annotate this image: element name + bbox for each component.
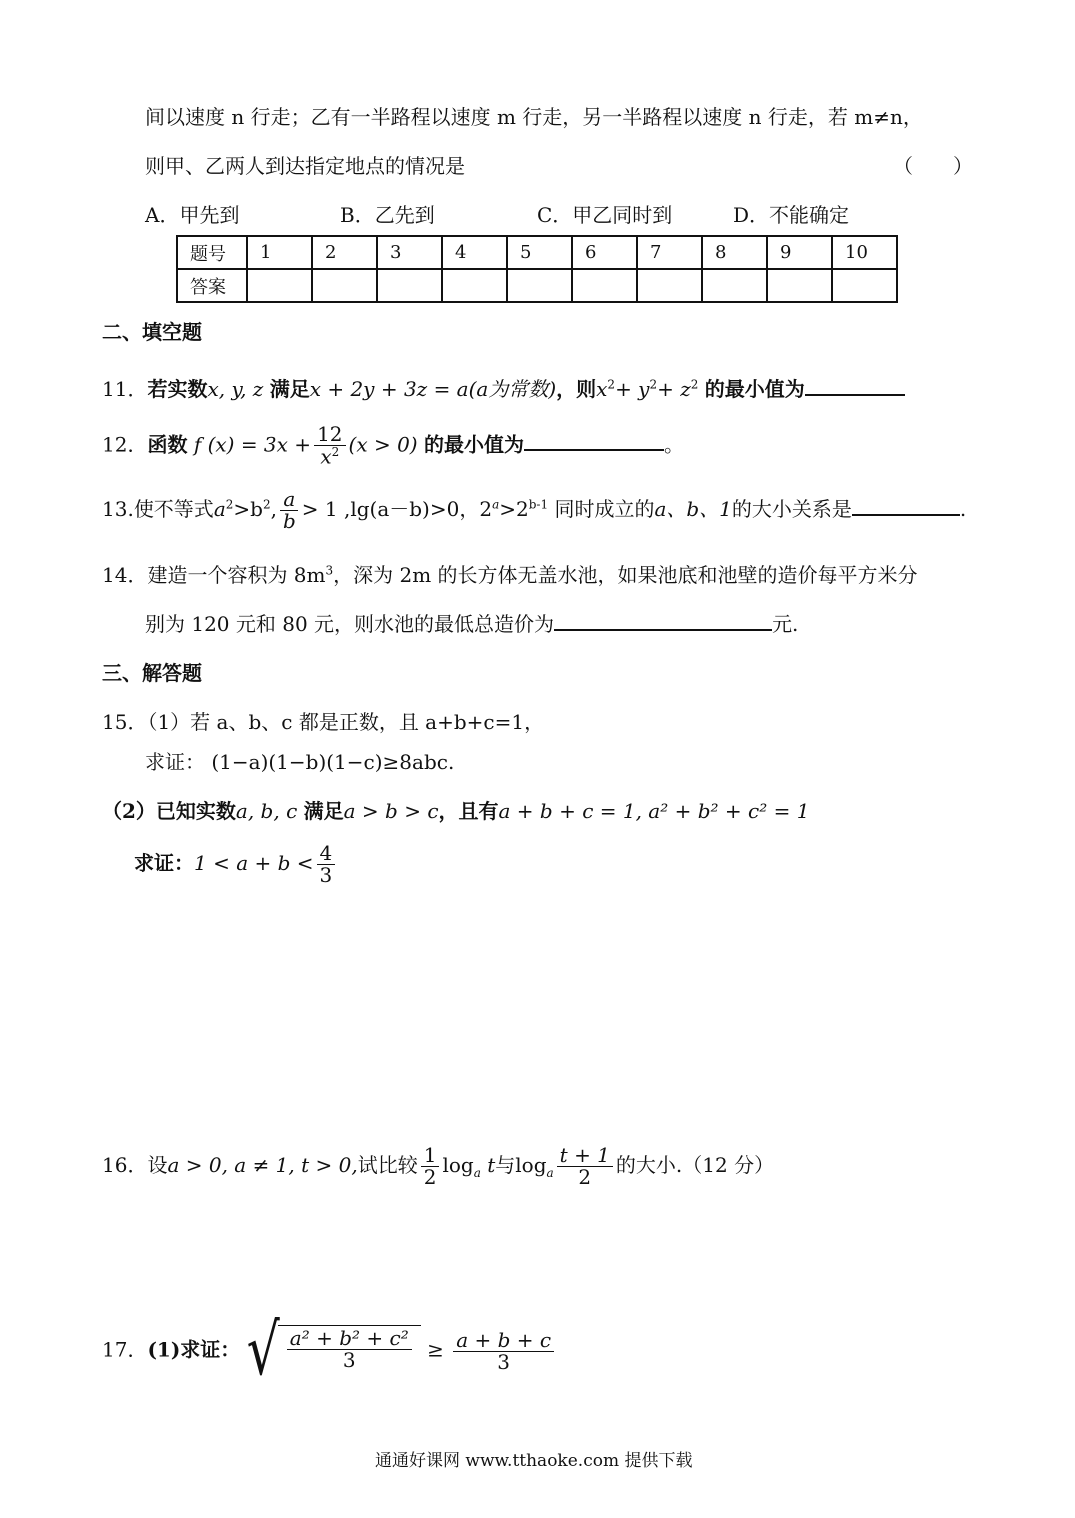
table-number: 6 — [572, 236, 637, 269]
question-15-part2: （2）已知实数a, b, c 满足a > b > c，且有a + b + c = 1, a² + b² + c² = 1 — [102, 799, 810, 823]
question-14-line1: 14．建造一个容积为 $8m^3$，深为 2m 的长方体无盖水池，如果池底和池壁的造价每平方米分 — [102, 563, 918, 587]
q17-rhs-fraction: $\frac{a + b + c}{3}$ — [453, 1330, 554, 1373]
q10-option-d: D．不能确定 — [733, 203, 850, 227]
q11-number: 11． — [102, 377, 148, 401]
section-fill-blank-heading: 二、填空题 — [102, 320, 202, 344]
q14-number: 14． — [102, 563, 148, 587]
answer-cell — [442, 269, 507, 302]
question-13: 13.使不等式$a^2>b^2$, $\frac{a}{b}$ > 1 ,lg(a－b)>0，$2^a>2^{b-1}$ 同时成立的a、b、1的大小关系是 . — [102, 487, 967, 533]
table-header-answer: 答案 — [177, 269, 247, 302]
q15-part2-prove: 求证：1 < a + b < $\frac{4}{3}$ — [134, 843, 338, 886]
q14-answer-blank[interactable] — [554, 629, 772, 631]
answer-cell — [507, 269, 572, 302]
q10-line1: 间以速度 n 行走；乙有一半路程以速度 m 行走，另一半路程以速度 n 行走，若 m≠n， — [145, 105, 923, 129]
q13-number: 13. — [102, 497, 134, 521]
table-number: 10 — [832, 236, 897, 269]
question-15-part1: 15．（1）若 a、b、c 都是正数，且 a+b+c=1， — [102, 710, 545, 734]
q15-part1-prove: 求证： (1−a)(1−b)(1−c)≥8abc. — [145, 750, 455, 774]
question-16: 16．设a > 0, a ≠ 1, t > 0,试比较 $\frac{1}{2}$ $\log_a t$与$\log_a$ $\frac{t + 1}{2}$ 的大小.（12 分） — [102, 1143, 775, 1189]
q15-fraction: $\frac{4}{3}$ — [317, 843, 336, 886]
q16-fraction: $\frac{t + 1}{2}$ — [557, 1145, 613, 1188]
answer-table — [176, 235, 898, 303]
table-number: 7 — [637, 236, 702, 269]
question-17: 17．(1)求证： √ $\frac{\text{a² + b² + c²}}{3}$ ≥ $\frac{a + b + c}{3}$ — [102, 1325, 557, 1377]
q11-answer-blank[interactable] — [805, 394, 905, 396]
answer-table-number-row — [177, 236, 897, 269]
q10-option-b: B．乙先到 — [340, 203, 435, 227]
table-header-number: 题号 — [177, 236, 247, 269]
q10-option-a: A．甲先到 — [145, 203, 240, 227]
answer-cell — [572, 269, 637, 302]
table-number: 4 — [442, 236, 507, 269]
q17-square-root: √ $\frac{\text{a² + b² + c²}}{3}$ — [247, 1325, 421, 1377]
table-number: 5 — [507, 236, 572, 269]
q16-half-fraction: $\frac{1}{2}$ — [421, 1145, 440, 1188]
table-number: 8 — [702, 236, 767, 269]
q13-answer-blank[interactable] — [852, 514, 960, 516]
q10-paren: （ ） — [893, 154, 973, 178]
table-number: 9 — [767, 236, 832, 269]
q12-answer-blank[interactable] — [524, 449, 664, 451]
q12-number: 12． — [102, 432, 148, 457]
answer-cell — [767, 269, 832, 302]
q13-fraction: $\frac{a}{b}$ — [280, 489, 299, 532]
page-footer: 通通好课网 www.tthaoke.com 提供下载 — [375, 1451, 693, 1471]
answer-cell — [702, 269, 767, 302]
table-number: 2 — [312, 236, 377, 269]
table-number: 3 — [377, 236, 442, 269]
q15-number: 15． — [102, 710, 148, 734]
q16-number: 16． — [102, 1153, 148, 1177]
q10-line2: 则甲、乙两人到达指定地点的情况是 — [145, 154, 465, 178]
question-14-line2: 别为 120 元和 80 元，则水池的最低总造价为 元. — [145, 612, 799, 636]
q12-fraction: $\frac{12}{x^2}$ — [314, 424, 345, 468]
answer-cell — [637, 269, 702, 302]
answer-cell — [832, 269, 897, 302]
question-12: 12．函数 f (x) = 3x + $\frac{12}{x^2}$ (x > 0) 的最小值为 。 — [102, 422, 684, 469]
radical-sign-icon: √ — [246, 1310, 280, 1392]
answer-cell — [312, 269, 377, 302]
q17-number: 17． — [102, 1337, 148, 1362]
q10-option-c: C．甲乙同时到 — [537, 203, 673, 227]
section-solve-heading: 三、解答题 — [102, 661, 202, 685]
question-11: 11．若实数x, y, z 满足x + 2y + 3z = a(a为常数)，则$x^2+ y^2+ z^2$ 的最小值为 — [102, 373, 905, 402]
table-number: 1 — [247, 236, 312, 269]
answer-cell — [377, 269, 442, 302]
answer-table-answer-row — [177, 269, 897, 302]
answer-cell — [247, 269, 312, 302]
